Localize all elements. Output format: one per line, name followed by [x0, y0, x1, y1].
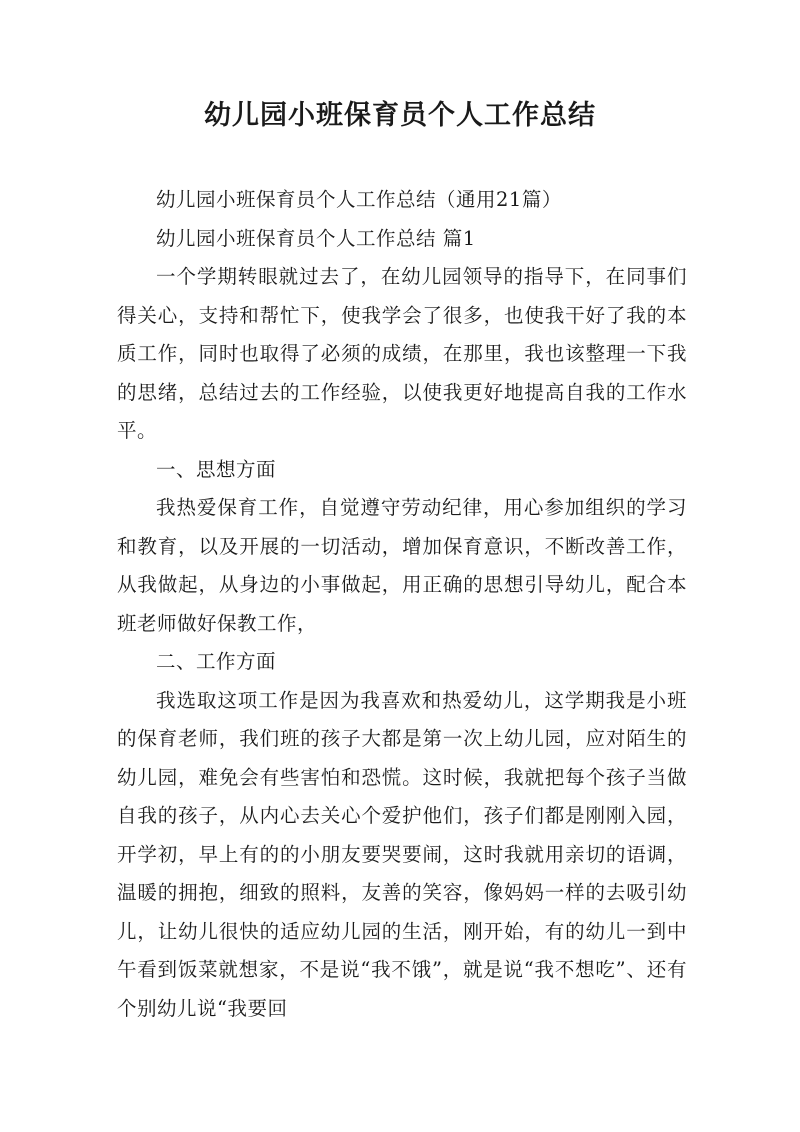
heading-work: 二、工作方面 [156, 650, 277, 673]
subtitle-paragraph: 幼儿园小班保育员个人工作总结（通用21篇） [156, 188, 562, 211]
heading-thought: 一、思想方面 [156, 457, 277, 481]
body-paragraph: 我选取这项工作是因为我喜欢和热爱幼儿，这学期我是小班的保育老师，我们班的孩子大都是第一次上幼儿园，应对陌生的幼儿园，难免会有些害怕和恐慌。这时候，我就把每个孩子当做自我的孩子，从内心去关心个爱护他们，孩子们都是刚刚入园，开学初，早上有的的小朋友要哭要闹，这时我就用亲切的语调，温暖的拥抱，细致的照料，友善的笑容，像妈妈一样的去吸引幼儿，让幼儿很快的适应幼儿园的生活，刚开始，有的幼儿一到中午看到饭菜就想家，不是说“我不饿”，就是说“我不想吃”、还有个别幼儿说“我要回 [117, 688, 687, 1020]
document-title: 幼儿园小班保育员个人工作总结 [204, 100, 596, 131]
document-body [117, 181, 687, 1028]
section-title-paragraph: 幼儿园小班保育员个人工作总结 篇1 [156, 226, 476, 250]
body-paragraph: 我热爱保育工作，自觉遵守劳动纪律，用心参加组织的学习和教育，以及开展的一切活动，增加保育意识，不断改善工作，从我做起，从身边的小事做起，用正确的思想引导幼儿，配合本班老师做好保教工作， [117, 496, 687, 635]
body-paragraph: 一个学期转眼就过去了，在幼儿园领导的指导下，在同事们得关心，支持和帮忙下，使我学会了很多，也使我干好了我的本质工作，同时也取得了必须的成绩，在那里，我也该整理一下我的思绪，总结过去的工作经验，以使我更好地提高自我的工作水平。 [117, 265, 687, 442]
